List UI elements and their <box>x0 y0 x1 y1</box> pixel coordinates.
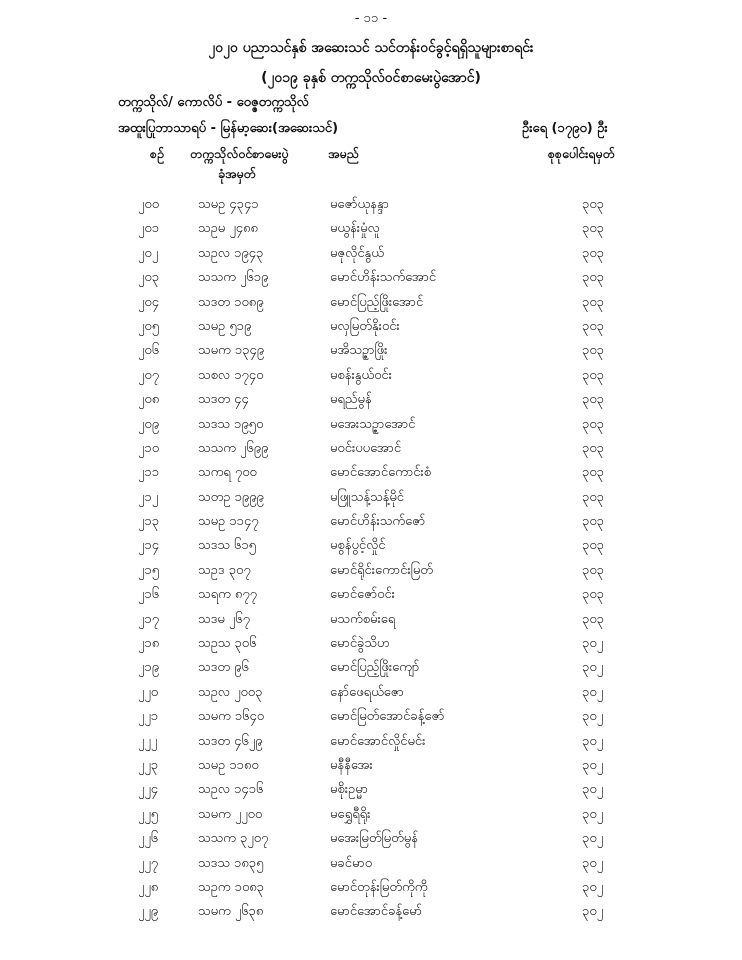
headcount-label: ဦးရေ (၁၇၉၀) ဦး <box>522 121 608 136</box>
total-score: ၃၀၃ <box>582 587 604 603</box>
total-score: ၃၀၂ <box>582 684 604 700</box>
registration-number: သဥလ ၁၉၄၃ <box>198 245 264 261</box>
row-number: ၂၂၂ <box>138 733 158 749</box>
table-row <box>0 706 742 730</box>
student-name: မခင်မာဝ <box>330 855 373 871</box>
row-number: ၂၀၁ <box>138 221 160 237</box>
row-number: ၂၂၆ <box>138 831 159 847</box>
total-score: ၃၀၃ <box>582 270 604 286</box>
total-score: ၃၀၂ <box>582 904 604 920</box>
total-score: ၃၀၃ <box>582 221 604 237</box>
total-score: ၃၀၃ <box>582 367 604 383</box>
total-score: ၃၀၃ <box>582 294 604 310</box>
student-name: မောင်ရိုင်းကောင်းမြတ် <box>330 562 433 578</box>
registration-number: သမက ၁၃၄၉ <box>198 343 265 359</box>
row-number: ၂၂၉ <box>138 904 159 920</box>
registration-number: သမဥ ၁၁၈၀ <box>198 757 259 773</box>
row-number: ၂၀၂ <box>138 245 159 261</box>
total-score: ၃၀၂ <box>582 782 604 798</box>
total-score: ၃၀၃ <box>582 562 604 578</box>
total-score: ၃၀၂ <box>582 831 604 847</box>
student-name: မနီနီအေး <box>330 757 373 773</box>
student-name: မအေးသဉ္ဇာအောင် <box>330 416 416 432</box>
table-row <box>0 267 742 291</box>
student-name: မဇော်ယုနန္ဒာ <box>330 197 389 212</box>
row-number: ၂၀၃ <box>138 270 160 286</box>
registration-number: သသက ၂၆၁၉ <box>198 270 269 286</box>
total-score: ၃၀၃ <box>582 489 604 505</box>
row-number: ၂၂၅ <box>138 806 159 822</box>
table-row <box>0 779 742 803</box>
document-subtitle: (၂၀၁၉ ခုနှစ် တက္ကသိုလ်ဝင်စာမေးပွဲအောင်) <box>261 70 481 86</box>
registration-number: သဒတ ၁၀၈၉ <box>198 294 264 310</box>
registration-number: သသက ၂၆၉၉ <box>198 440 269 456</box>
row-number: ၂၁၄ <box>138 538 160 554</box>
student-name: မောင်မြတ်အောင်ခန့်ဇော် <box>330 709 445 725</box>
table-row <box>0 633 742 657</box>
student-name: နော်ဖေရယ်ဇော <box>330 684 404 700</box>
total-score: ၃၀၂ <box>582 806 604 822</box>
registration-number: သသက ၃၂၀၇ <box>198 831 269 847</box>
registration-number: သမက ၂၂၀၀ <box>198 806 263 822</box>
row-number: ၂၁၈ <box>138 636 160 652</box>
total-score: ၃၀၂ <box>582 879 604 895</box>
table-row <box>0 389 742 413</box>
row-number: ၂၁၂ <box>138 489 159 505</box>
total-score: ၃၀၂ <box>582 636 604 652</box>
row-number: ၂၀၉ <box>138 416 160 432</box>
table-row <box>0 511 742 535</box>
student-name: မောင်အောင်ကောင်းစံ <box>330 465 432 481</box>
table-row <box>0 218 742 242</box>
table-row <box>0 901 742 925</box>
row-number: ၂၀၅ <box>138 318 160 334</box>
column-header-registration-sub: ခုံအမှတ် <box>218 166 256 181</box>
table-row <box>0 731 742 755</box>
registration-number: သဒသ ၆၁၅ <box>198 538 256 554</box>
student-name: မလှမြတ်နိုးဝင်း <box>330 318 400 334</box>
table-row <box>0 828 742 852</box>
total-score: ၃၀၃ <box>582 318 604 334</box>
student-name: မောင်ခွဲသိဟ <box>330 636 390 652</box>
total-score: ၃၀၂ <box>582 733 604 749</box>
total-score: ၃၀၃ <box>582 197 604 212</box>
row-number: ၂၁၆ <box>138 587 160 603</box>
student-name: မအေးမြတ်မြတ်မွန် <box>330 831 418 847</box>
document-title: ၂၀၂၀ ပညာသင်နှစ် အဆေးသင် သင်တန်းဝင်ခွင့်ရရှိသူများစာရင်း <box>208 40 534 56</box>
row-number: ၂၂၇ <box>138 855 159 871</box>
registration-number: သမက ၁၆၄၀ <box>198 709 265 725</box>
total-score: ၃၀၃ <box>582 343 604 359</box>
table-row <box>0 804 742 828</box>
student-name: မောင်တုန်းမြတ်ကိုကို <box>330 879 428 895</box>
row-number: ၂၀၆ <box>138 343 160 359</box>
student-name: မစိုးဥမ္မာ <box>330 782 369 798</box>
registration-number: သဥက ၁၀၈၃ <box>198 879 264 895</box>
row-number: ၂၂၀ <box>138 684 159 700</box>
registration-number: သမဥ ၄၃၄၁ <box>198 197 259 212</box>
student-name: မယွန်းမှုံလူ <box>330 221 380 237</box>
student-name: မရွှေရီရိုး <box>330 806 371 822</box>
table-row <box>0 584 742 608</box>
registration-number: သဒသ ၁၉၅၀ <box>198 416 264 432</box>
row-number: ၂၁၀ <box>138 440 160 456</box>
table-row <box>0 462 742 486</box>
row-number: ၂၀၈ <box>138 392 160 408</box>
registration-number: သမက ၂၆၃၈ <box>198 904 264 920</box>
student-name: မသက်စမ်းရေ <box>330 611 396 627</box>
table-row <box>0 414 742 438</box>
specialization-line: အထူးပြုဘာသာရပ် - မြန်မာ့ဆေး(အဆေးသင်) <box>118 121 339 136</box>
row-number: ၂၂၁ <box>138 709 159 725</box>
student-name: မောင်ပြည့်ဖြိုးကျော် <box>330 660 420 676</box>
row-number: ၂၀၄ <box>138 294 160 310</box>
row-number: ၂၂၈ <box>138 879 159 895</box>
page-number: - ၁၁ - <box>354 11 388 26</box>
student-name: မရည်မွန် <box>330 392 372 408</box>
table-row <box>0 292 742 316</box>
total-score: ၃၀၃ <box>582 245 604 261</box>
registration-number: သရက ၈၇၇ <box>198 587 257 603</box>
table-row <box>0 243 742 267</box>
registration-number: သကရ ၇၀၀ <box>198 465 257 481</box>
student-name: မောင်ဟိန်းသက်အောင် <box>330 270 437 286</box>
registration-number: သဒတ ၄၆၂၉ <box>198 733 263 749</box>
registration-number: သတဥ ၁၉၉၉ <box>198 489 264 505</box>
table-row <box>0 755 742 779</box>
student-name: မအိသဥ္ဇာဖြိုး <box>330 343 388 359</box>
table-row <box>0 853 742 877</box>
student-name: မောင်ဟိန်းသက်ဇော် <box>330 514 426 530</box>
row-number: ၂၂၃ <box>138 757 159 773</box>
column-header-name: အမည် <box>328 146 359 161</box>
row-number: ၂၂၄ <box>138 782 159 798</box>
table-row <box>0 438 742 462</box>
registration-number: သမဥ ၁၁၄၇ <box>198 514 259 530</box>
row-number: ၂၁၅ <box>138 562 160 578</box>
student-name: မောင်အောင်လှိုင်မင်း <box>330 733 426 749</box>
table-row <box>0 487 742 511</box>
table-row <box>0 682 742 706</box>
student-name: မဇုလိုင်နွယ် <box>330 245 384 261</box>
row-number: ၂၀၇ <box>138 367 160 383</box>
table-row <box>0 877 742 901</box>
row-number: ၂၁၉ <box>138 660 160 676</box>
student-name: မောင်အောင်ခန့်မော် <box>330 904 422 920</box>
total-score: ၃၀၂ <box>582 757 604 773</box>
table-row <box>0 535 742 559</box>
column-header-number: စဉ် <box>150 146 164 161</box>
row-number: ၂၁၃ <box>138 514 160 530</box>
student-name: မဝင်းပပအောင် <box>330 440 402 456</box>
total-score: ၃၀၃ <box>582 465 604 481</box>
table-row <box>0 560 742 584</box>
table-row <box>0 194 742 218</box>
student-name: မဖြူသန့်သန့်မိုင် <box>330 489 405 505</box>
registration-number: သဥမ ၂၄၈၈ <box>198 221 258 237</box>
registration-number: သဥလ ၁၄၁၆ <box>198 782 264 798</box>
student-name: မောင်ဇော်ဝင်း <box>330 587 395 603</box>
total-score: ၃၀၂ <box>582 660 604 676</box>
total-score: ၃၀၂ <box>582 709 604 725</box>
row-number: ၂၁၁ <box>138 465 160 481</box>
student-name: မောင်ပြည့်ဖြိုးအောင် <box>330 294 424 310</box>
registration-number: သဥလ ၂၀၀၃ <box>198 684 263 700</box>
registration-number: သမဥ ၅၁၉ <box>198 318 252 334</box>
table-row <box>0 657 742 681</box>
total-score: ၃၀၂ <box>582 855 604 871</box>
registration-number: သဒမ ၂၆၇ <box>198 611 250 627</box>
column-header-registration: တက္ကသိုလ်ဝင်စာမေးပွဲ <box>190 146 289 161</box>
registration-number: သဒသ ၁၈၃၅ <box>198 855 264 871</box>
row-number: ၂၁၇ <box>138 611 160 627</box>
total-score: ၃၀၃ <box>582 440 604 456</box>
results-list <box>0 194 742 926</box>
column-header-score: စုစုပေါင်းရမှတ် <box>548 146 615 161</box>
registration-number: သစလ ၁၇၄၀ <box>198 367 264 383</box>
student-name: မစွန်ပွင့်လှိုင် <box>330 538 386 554</box>
total-score: ၃၀၃ <box>582 538 604 554</box>
registration-number: သဒတ ၉၆ <box>198 660 249 676</box>
table-row <box>0 609 742 633</box>
total-score: ၃၀၃ <box>582 514 604 530</box>
total-score: ၃၀၃ <box>582 611 604 627</box>
registration-number: သဥသ ၃၀၆ <box>198 636 257 652</box>
total-score: ၃၀၃ <box>582 416 604 432</box>
registration-number: သဒတ ၄၄ <box>198 392 249 408</box>
total-score: ၃၀၃ <box>582 392 604 408</box>
student-name: မစန်းနွယ်ဝင်း <box>330 367 392 383</box>
table-row <box>0 365 742 389</box>
university-line: တက္ကသိုလ်/ ကောလိပ် - ဝေဇ္ဇတက္ကသိုလ် <box>118 95 309 110</box>
table-row <box>0 316 742 340</box>
row-number: ၂၀၀ <box>138 197 160 212</box>
registration-number: သဥဒ ၃၀၇ <box>198 562 251 578</box>
table-row <box>0 340 742 364</box>
